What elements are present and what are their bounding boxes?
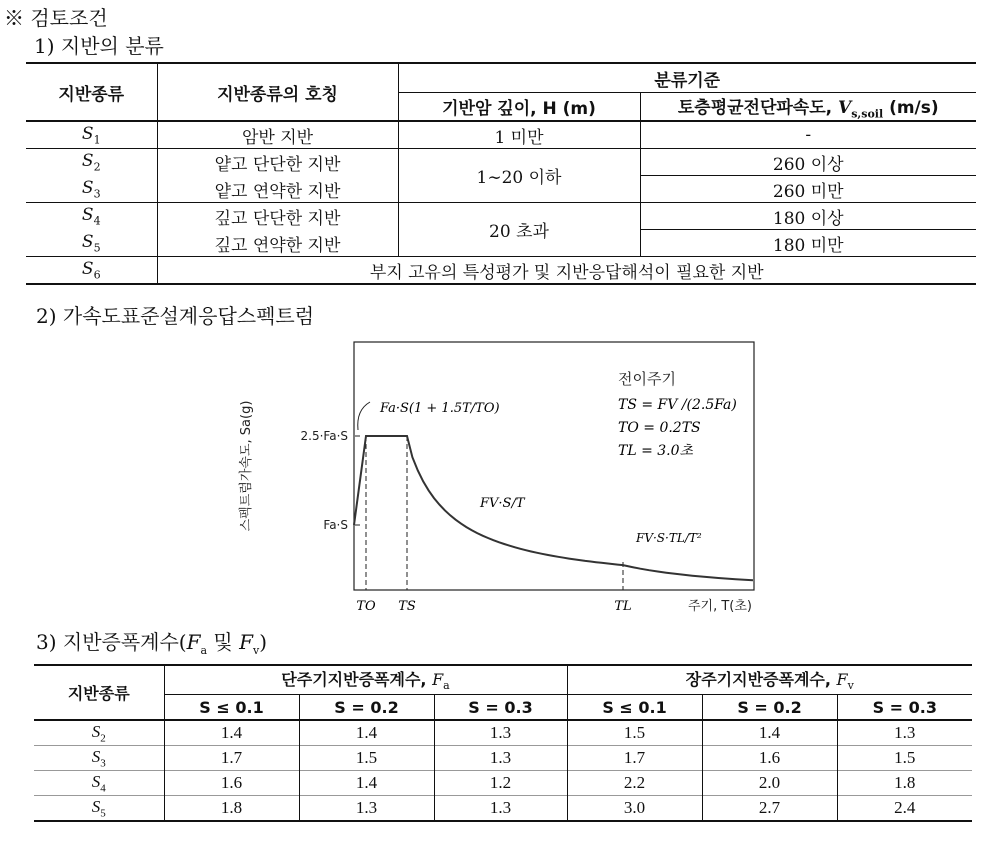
factor-cell: 1.6 <box>702 746 837 771</box>
table-row <box>26 149 976 176</box>
col-subheader: S = 0.2 <box>299 695 434 721</box>
factor-cell: 1.6 <box>164 771 299 796</box>
table-row <box>26 121 976 149</box>
spectrum-svg <box>230 332 770 622</box>
soil-symbol: $S_2$ <box>34 720 164 746</box>
x-tick-label-ts: TS <box>398 599 416 614</box>
depth-value: 20 초과 <box>398 203 640 257</box>
soil-symbol: $S_4$ <box>26 203 157 230</box>
x-tick-label-tl: TL <box>614 599 632 614</box>
vs-value: 180 미만 <box>640 230 976 257</box>
legend-to: TO = 0.2TS <box>618 420 701 436</box>
factor-cell: 1.4 <box>299 720 434 746</box>
col-subheader: S = 0.3 <box>837 695 972 721</box>
y-tick-label-top: 2.5·Fa·S <box>300 429 348 443</box>
response-spectrum-chart <box>230 332 770 622</box>
factor-cell: 2.7 <box>702 796 837 822</box>
col-header-short-period: 단주기지반증폭계수, $F_a$ <box>164 665 567 695</box>
ramp-pointer <box>358 402 370 430</box>
table-row <box>34 746 972 771</box>
factor-cell: 2.4 <box>837 796 972 822</box>
fv-symbol: $F_v$ <box>239 630 260 657</box>
heading-text: 3) 지반증폭계수( <box>36 630 187 654</box>
col-subheader: S = 0.2 <box>702 695 837 721</box>
fa-symbol: $F_a$ <box>186 630 208 657</box>
soil-name: 깊고 단단한 지반 <box>157 203 398 230</box>
factor-cell: 2.2 <box>567 771 702 796</box>
factor-cell: 1.8 <box>164 796 299 822</box>
vs-value: 260 이상 <box>772 154 844 175</box>
factor-cell: 1.5 <box>837 746 972 771</box>
table-row <box>26 203 976 230</box>
soil-symbol: $S_5$ <box>34 796 164 822</box>
spectrum-curve <box>354 436 753 580</box>
factor-cell: 1.2 <box>434 771 567 796</box>
factor-cell: 3.0 <box>567 796 702 822</box>
col-subheader: S ≤ 0.1 <box>567 695 702 721</box>
table-row <box>34 720 972 746</box>
factor-cell: 1.5 <box>299 746 434 771</box>
col-header-depth: 기반암 깊이, H (m) <box>398 93 640 122</box>
col-header-long-period: 장주기지반증폭계수, $F_v$ <box>567 665 972 695</box>
factor-cell: 1.3 <box>434 720 567 746</box>
legend-ts: TS = FV /(2.5Fa) <box>618 397 737 413</box>
factor-cell: 1.4 <box>702 720 837 746</box>
soil-name: 얕고 연약한 지반 <box>157 176 398 203</box>
y-axis-label: 스펙트럼가속도, Sa(g) <box>239 400 254 532</box>
legend-tl: TL = 3.0초 <box>618 443 694 459</box>
col-header-criteria: 분류기준 <box>398 63 976 93</box>
soil-name: 깊고 연약한 지반 <box>157 230 398 257</box>
soil-symbol: $S_3$ <box>26 176 157 203</box>
vs-value: 260 미만 <box>640 176 976 203</box>
factor-cell: 1.8 <box>837 771 972 796</box>
depth-value: 1 미만 <box>398 121 640 149</box>
col-header-soil-name: 지반종류의 호칭 <box>157 63 398 121</box>
factor-cell: 1.7 <box>567 746 702 771</box>
soil-symbol: $S_4$ <box>34 771 164 796</box>
heading-text: ) <box>259 630 268 654</box>
section-title: ※ 검토조건 <box>4 6 108 30</box>
soil-symbol: $S_1$ <box>26 121 157 149</box>
factor-cell: 1.4 <box>164 720 299 746</box>
tail-formula: FV·S·TL/T² <box>636 531 702 545</box>
y-tick-label-low: Fa·S <box>323 518 348 532</box>
factor-cell: 1.3 <box>434 796 567 822</box>
heading-text: 및 <box>207 630 240 654</box>
subsection-title-soil-classification: 1) 지반의 분류 <box>34 34 164 58</box>
factor-cell: 1.7 <box>164 746 299 771</box>
soil-name: 얕고 단단한 지반 <box>157 149 398 176</box>
col-header-soil-type: 지반종류 <box>34 665 164 720</box>
factor-cell: 1.3 <box>299 796 434 822</box>
factor-cell: 1.5 <box>567 720 702 746</box>
vs-value: 180 이상 <box>772 208 844 229</box>
soil-classification-table <box>26 62 976 285</box>
depth-value: 1∼20 이하 <box>398 149 640 203</box>
plot-frame <box>354 342 754 590</box>
col-subheader: S = 0.3 <box>434 695 567 721</box>
x-axis-label: 주기, T(초) <box>687 599 753 614</box>
col-header-shear-velocity: 토층평균전단파속도, $V_{s,soil}$ (m/s) <box>640 93 976 122</box>
ramp-formula: Fa·S(1 + 1.5T/TO) <box>380 401 500 416</box>
decay-formula: FV·S/T <box>480 496 525 511</box>
soil-symbol: $S_2$ <box>26 149 157 176</box>
subsection-title-amplification-factors <box>36 626 267 657</box>
table-row <box>34 796 972 822</box>
soil-symbol: $S_5$ <box>26 230 157 257</box>
factor-cell: 2.0 <box>702 771 837 796</box>
table-row <box>26 257 976 285</box>
soil-name: 부지 고유의 특성평가 및 지반응답해석이 필요한 지반 <box>369 262 764 283</box>
factor-cell: 1.3 <box>434 746 567 771</box>
col-subheader: S ≤ 0.1 <box>164 695 299 721</box>
soil-name: 암반 지반 <box>157 121 398 149</box>
soil-symbol: $S_3$ <box>34 746 164 771</box>
subsection-title-response-spectrum: 2) 가속도표준설계응답스펙트럼 <box>36 304 315 328</box>
x-tick-label-to: TO <box>356 599 376 614</box>
legend-title: 전이주기 <box>618 370 676 388</box>
col-header-soil-type: 지반종류 <box>26 63 157 121</box>
factor-cell: 1.4 <box>299 771 434 796</box>
table-row <box>34 771 972 796</box>
vs-value: - <box>640 121 976 149</box>
factor-cell: 1.3 <box>894 723 916 742</box>
soil-symbol: $S_6$ <box>26 257 157 285</box>
amplification-factor-table <box>34 664 972 822</box>
